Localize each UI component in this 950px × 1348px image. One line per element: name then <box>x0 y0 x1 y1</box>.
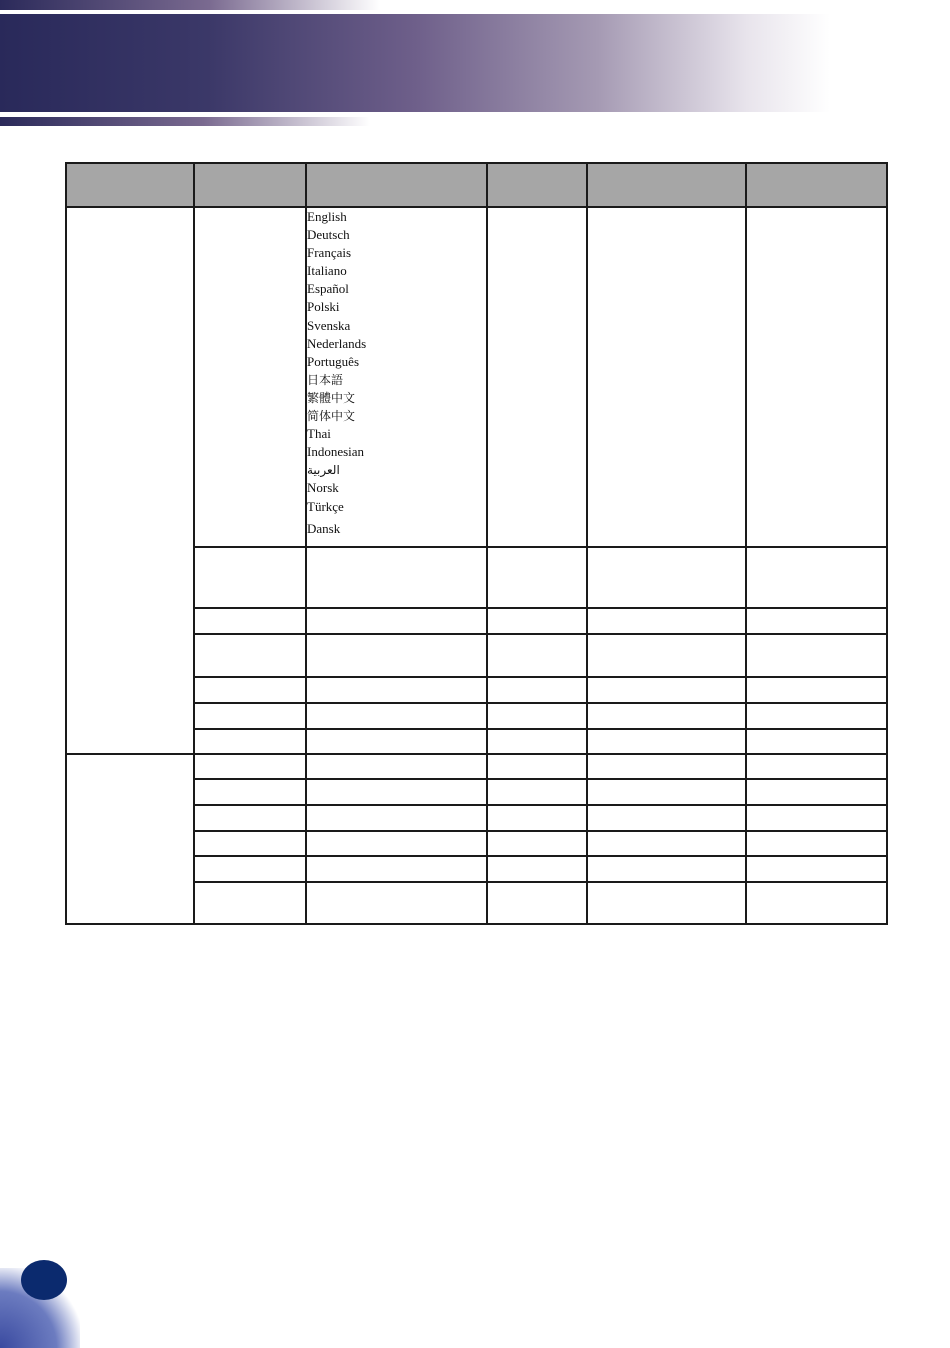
language-option: Indonesian <box>307 444 365 460</box>
table-cell <box>306 754 487 779</box>
language-option: Norsk <box>307 480 339 496</box>
group-cell <box>66 754 194 924</box>
table-cell <box>194 856 306 882</box>
table-cell <box>587 754 746 779</box>
table-cell <box>587 703 746 729</box>
table-cell <box>306 547 487 608</box>
language-option: Dansk <box>307 520 341 536</box>
header-cell <box>194 163 306 207</box>
language-option: Italiano <box>307 263 347 279</box>
table-row <box>66 754 887 779</box>
table-cell <box>306 805 487 831</box>
header-cell <box>587 163 746 207</box>
table-cell <box>306 677 487 703</box>
table-cell <box>587 805 746 831</box>
header-cell <box>487 163 587 207</box>
table-cell <box>306 608 487 634</box>
header-bottom-stripe <box>0 117 370 126</box>
language-option: Deutsch <box>307 227 350 243</box>
language-option: Thai <box>307 426 331 442</box>
table-cell <box>306 729 487 754</box>
language-option: Svenska <box>307 317 351 333</box>
table-cell <box>306 882 487 924</box>
language-option: 简体中文 <box>307 409 356 424</box>
table-cell <box>487 634 587 677</box>
language-option: Français <box>307 245 352 261</box>
table-cell <box>194 634 306 677</box>
table-cell <box>587 729 746 754</box>
table-cell <box>194 703 306 729</box>
table-cell <box>746 882 887 924</box>
table-cell <box>587 831 746 856</box>
table-cell <box>587 882 746 924</box>
language-option: Português <box>307 353 359 369</box>
table-cell <box>306 831 487 856</box>
table-cell <box>487 729 587 754</box>
table-cell <box>487 779 587 805</box>
language-list-cell <box>306 207 487 547</box>
table-cell <box>487 856 587 882</box>
header-cell <box>66 163 194 207</box>
language-option: 繁體中文 <box>307 390 356 405</box>
group-cell <box>66 207 194 754</box>
table-cell <box>487 703 587 729</box>
table-cell <box>746 831 887 856</box>
table-cell <box>587 634 746 677</box>
table-cell <box>746 856 887 882</box>
table-cell <box>587 207 746 547</box>
table-cell <box>746 754 887 779</box>
table-cell <box>487 882 587 924</box>
table-cell <box>746 779 887 805</box>
table-cell <box>194 831 306 856</box>
language-option: Türkçe <box>307 498 344 514</box>
table-cell <box>587 856 746 882</box>
table-cell <box>746 805 887 831</box>
table-cell <box>194 754 306 779</box>
table-cell <box>487 754 587 779</box>
table-cell <box>194 608 306 634</box>
table-cell <box>194 779 306 805</box>
table-cell <box>306 856 487 882</box>
header-top-stripe <box>0 0 380 10</box>
table-cell <box>194 677 306 703</box>
table-cell <box>306 779 487 805</box>
table-cell <box>487 677 587 703</box>
table-cell <box>487 805 587 831</box>
table-cell <box>194 729 306 754</box>
table-cell <box>746 547 887 608</box>
table-cell <box>194 805 306 831</box>
table-cell <box>194 547 306 608</box>
header-cell <box>306 163 487 207</box>
page-number-badge <box>21 1260 67 1300</box>
table-cell <box>306 703 487 729</box>
table-cell <box>587 677 746 703</box>
table-cell <box>746 729 887 754</box>
table-row <box>66 207 887 547</box>
header-banner <box>0 14 830 112</box>
language-option: العربية <box>307 463 340 478</box>
header-cell <box>746 163 887 207</box>
table-cell <box>587 608 746 634</box>
language-option: Polski <box>307 299 340 315</box>
table-cell <box>746 634 887 677</box>
table-cell <box>587 779 746 805</box>
table-cell <box>746 608 887 634</box>
language-option: Nederlands <box>307 335 367 351</box>
table-cell <box>587 547 746 608</box>
table-header-row <box>66 163 887 207</box>
table-cell <box>487 547 587 608</box>
table-cell <box>487 207 587 547</box>
table-cell <box>194 882 306 924</box>
language-option: Español <box>307 281 349 297</box>
table-cell <box>746 207 887 547</box>
table-cell <box>746 677 887 703</box>
table-cell <box>306 634 487 677</box>
table-cell <box>746 703 887 729</box>
table-cell <box>487 608 587 634</box>
table-cell <box>487 831 587 856</box>
language-option: English <box>307 209 347 224</box>
language-option: 日本語 <box>307 372 344 387</box>
table-cell <box>194 207 306 547</box>
menu-settings-table <box>65 162 888 925</box>
